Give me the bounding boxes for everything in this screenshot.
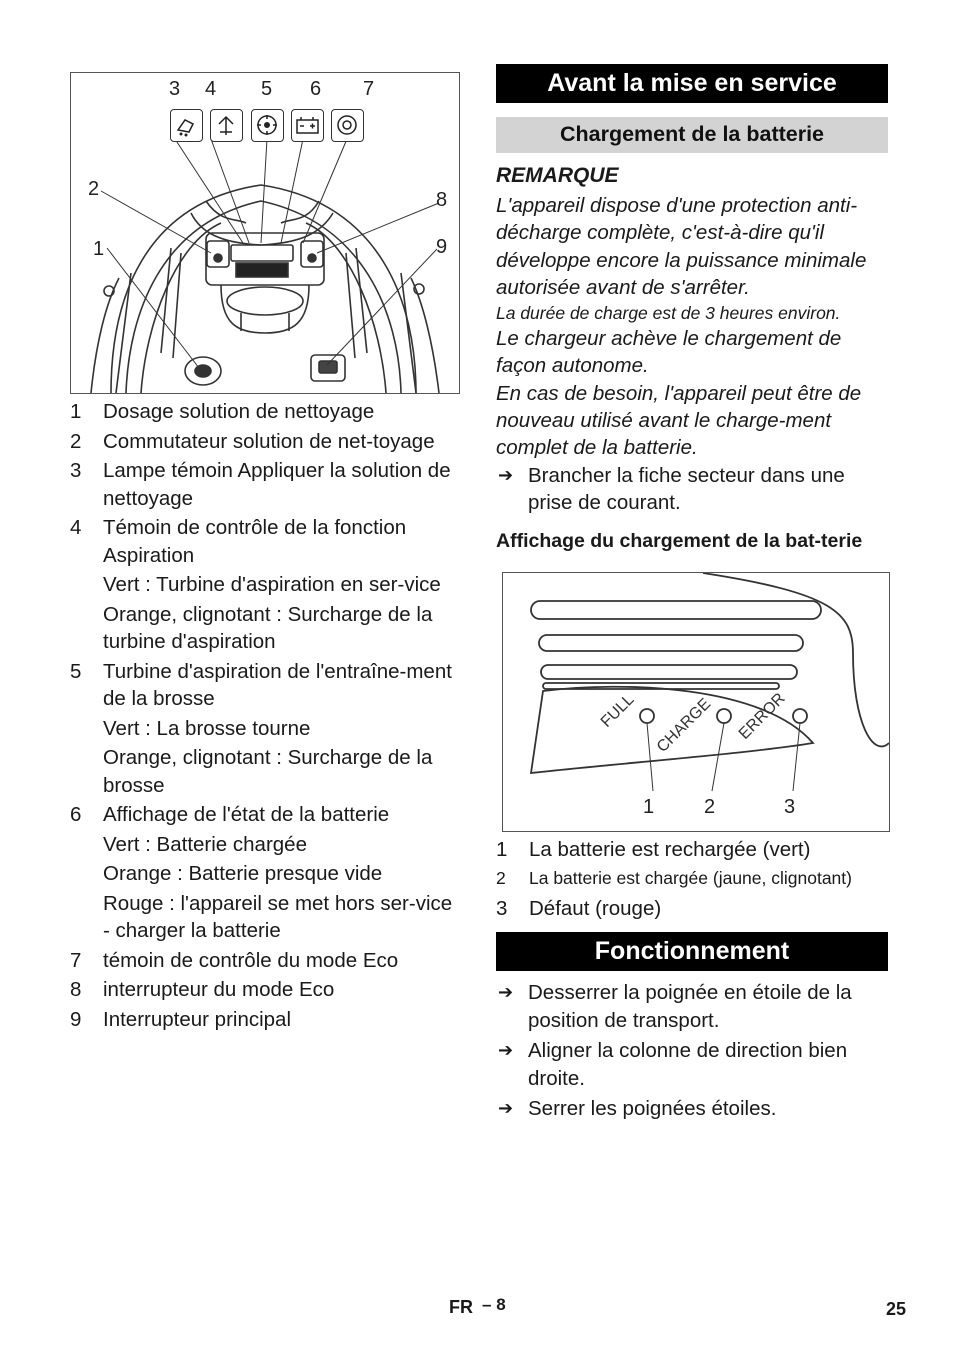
left-column: [70, 72, 462, 1033]
callout-1: 1: [643, 795, 655, 818]
legend-text: Interrupteur principal: [103, 1007, 292, 1031]
brush-icon: [251, 109, 284, 142]
legend-text: Affichage de l'état de la batterie: [103, 803, 390, 826]
page-number: 25: [885, 1299, 906, 1319]
battery-icon: [291, 109, 324, 142]
callout-3: 3: [169, 78, 181, 100]
full-label: FULL: [597, 690, 638, 731]
legend-item: [70, 457, 462, 512]
legend-number: 2: [496, 868, 506, 889]
legend-item: [496, 895, 888, 923]
remark-paragraph-3: Le chargeur achève le chargement de façon autonome.: [496, 327, 842, 378]
callout-2: 2: [88, 178, 100, 200]
legend-text: Turbine d'aspiration de l'entraîne-ment de la brosse: [103, 659, 452, 710]
charge-display-title: Affichage du chargement de la bat-terie: [496, 529, 863, 552]
legend-item: [70, 801, 462, 945]
callout-2: 2: [704, 795, 716, 818]
legend-text: Témoin de contrôle de la fonction Aspiration: [103, 516, 407, 567]
section-title-commissioning: Avant la mise en service: [496, 64, 888, 103]
remark-paragraph-4: En cas de besoin, l'appareil peut être de nouveau utilisé avant le charge-ment complet de la batterie.: [496, 381, 862, 460]
footer-language: [449, 1297, 506, 1318]
operation-step-text: Serrer les poignées étoiles.: [528, 1097, 777, 1121]
legend-text: Commutateur solution de net-toyage: [103, 429, 435, 453]
charge-display-drawing: [503, 573, 889, 831]
legend-item: [70, 1006, 462, 1034]
legend-text: interrupteur du mode Eco: [103, 978, 335, 1001]
legend-item: [70, 976, 462, 1004]
suction-icon: [210, 109, 243, 142]
callout-4: 4: [205, 78, 217, 100]
callout-7: 7: [363, 78, 375, 100]
legend-text: Dosage solution de nettoyage: [103, 400, 375, 423]
legend-number: 7: [70, 948, 82, 972]
legend-number: 5: [70, 659, 82, 683]
operation-step-text: Aligner la colonne de direction bien droite.: [528, 1039, 848, 1090]
callout-1: 1: [93, 238, 105, 260]
charge-display-legend: [496, 836, 888, 923]
legend-text: La batterie est chargée (jaune, clignotant): [529, 868, 852, 889]
legend-number: 6: [70, 803, 82, 826]
instruction-plug-in: [496, 462, 888, 517]
legend-subtext: Vert : Batterie chargée: [103, 832, 307, 856]
arrow-right-icon: ➔: [498, 1040, 514, 1061]
right-column: [496, 64, 888, 1123]
remark-paragraph-1: L'appareil dispose d'une protection anti-décharge complète, c'est-à-dire qu'il développe encore la puissance minimale autorisée avant de s'arrêter.: [496, 194, 867, 299]
legend-number: 1: [496, 837, 508, 861]
arrow-right-icon: ➔: [498, 982, 514, 1003]
legend-number: 8: [70, 978, 82, 1001]
operation-step: [496, 979, 888, 1034]
control-panel-figure: [70, 72, 460, 394]
legend-number: 2: [70, 429, 82, 453]
eco-mode-icon: [331, 109, 364, 142]
footer-subpage: – 8: [482, 1295, 506, 1314]
legend-number: 3: [496, 896, 508, 920]
legend-number: 9: [70, 1007, 82, 1031]
legend-subtext: Orange, clignotant : Surcharge de la brosse: [103, 746, 433, 797]
legend-item: [70, 428, 462, 456]
legend-text: La batterie est rechargée (vert): [529, 837, 811, 861]
legend-number: 4: [70, 516, 82, 539]
operation-step: [496, 1095, 888, 1123]
subsection-title-battery-charging: Chargement de la batterie: [496, 117, 888, 153]
cleaning-solution-icon: [170, 109, 203, 142]
section-title-operation: Fonctionnement: [496, 932, 888, 971]
legend-item: [496, 865, 888, 893]
charge-display-figure: [502, 572, 890, 832]
legend-subtext: Vert : Turbine d'aspiration en ser-vice: [103, 573, 441, 596]
arrow-right-icon: ➔: [498, 1098, 514, 1119]
legend-text: Lampe témoin Appliquer la solution de nettoyage: [103, 459, 451, 510]
remark-paragraph-2: La durée de charge est de 3 heures environ.: [496, 303, 841, 324]
operation-step-text: Desserrer la poignée en étoile de la position de transport.: [528, 981, 852, 1032]
legend-number: 1: [70, 400, 82, 423]
legend-subtext: Orange : Batterie presque vide: [103, 862, 383, 885]
legend-item: [70, 658, 462, 800]
callout-9: 9: [436, 236, 448, 258]
legend-item: [496, 836, 888, 864]
callout-5: 5: [261, 78, 273, 100]
control-panel-legend: [70, 398, 462, 1033]
operation-step: [496, 1037, 888, 1092]
callout-6: 6: [310, 78, 322, 100]
callout-3: 3: [784, 795, 796, 818]
legend-number: 3: [70, 459, 82, 482]
legend-item: [70, 947, 462, 975]
instruction-text: Brancher la fiche secteur dans une prise de courant.: [528, 463, 845, 515]
legend-item: [70, 514, 462, 656]
legend-subtext: Orange, clignotant : Surcharge de la turbine d'aspiration: [103, 602, 433, 653]
legend-subtext: Vert : La brosse tourne: [103, 716, 311, 740]
callout-8: 8: [436, 189, 448, 211]
legend-text: Défaut (rouge): [529, 896, 662, 920]
operation-steps: [496, 979, 888, 1123]
error-label: ERROR: [735, 689, 789, 743]
remark-title: REMARQUE: [496, 164, 619, 187]
footer-lang: FR: [449, 1297, 473, 1317]
legend-item: [70, 398, 462, 426]
legend-subtext: Rouge : l'appareil se met hors ser-vice - charger la batterie: [103, 891, 453, 942]
legend-text: témoin de contrôle du mode Eco: [103, 948, 399, 972]
arrow-right-icon: ➔: [498, 464, 514, 485]
charge-label: CHARGE: [653, 695, 715, 756]
